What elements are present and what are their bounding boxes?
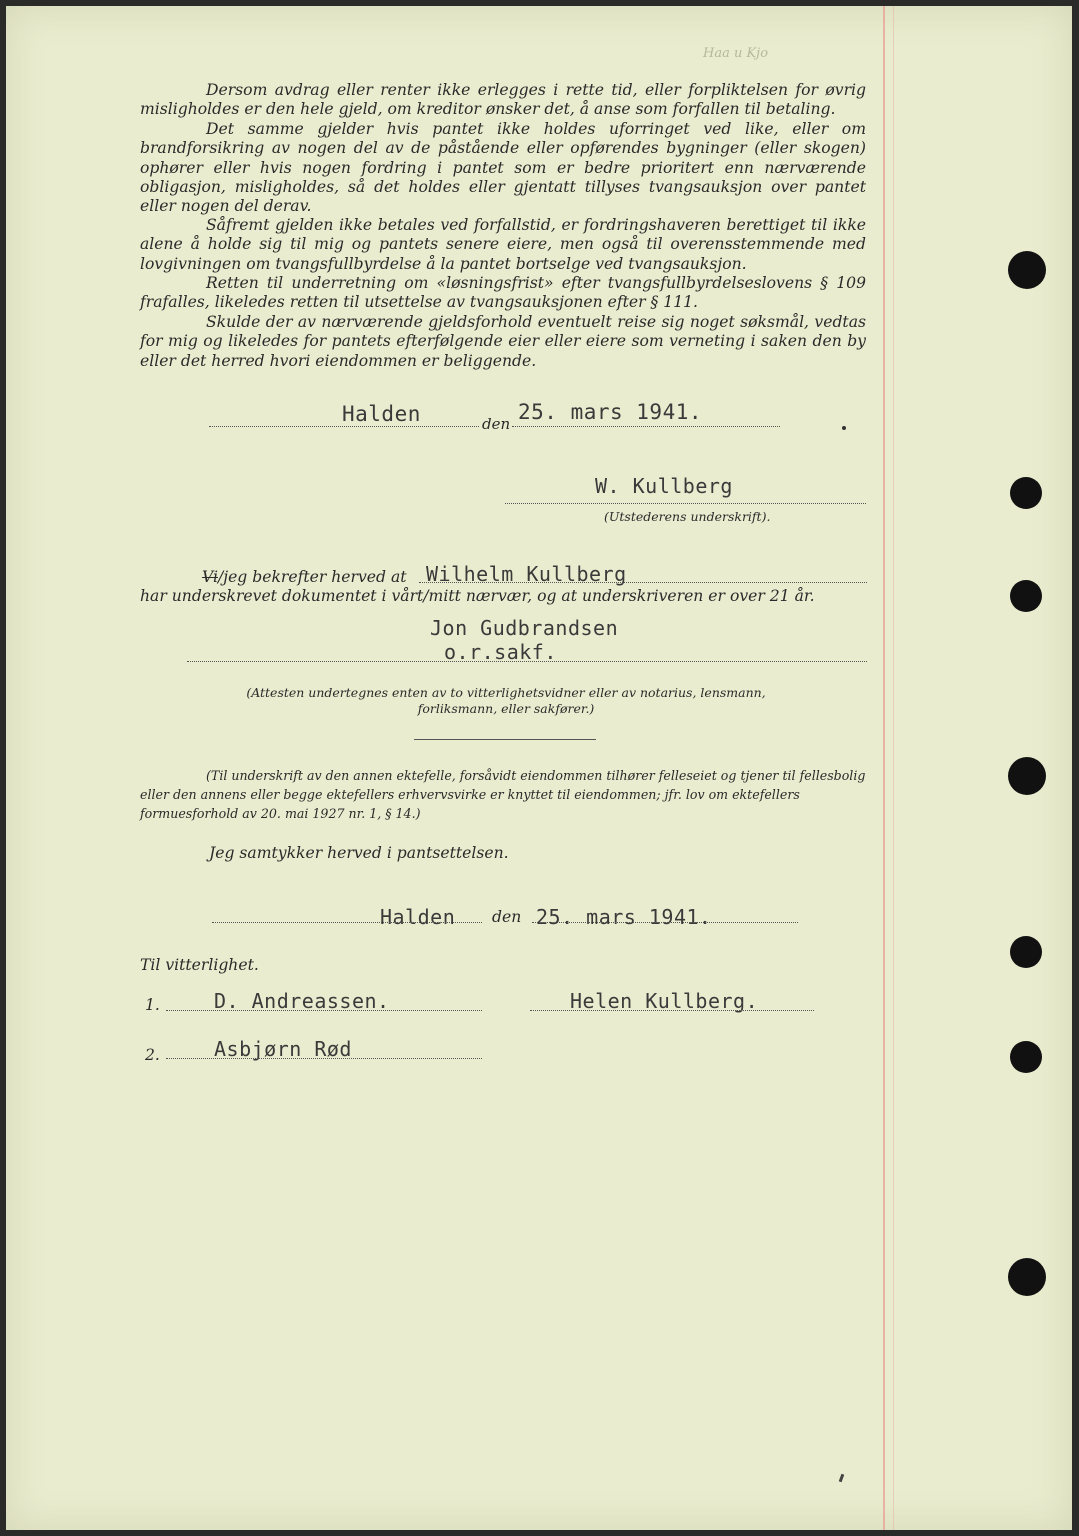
witness-notary-name: Jon Gudbrandsen <box>430 616 619 640</box>
terms-paragraph-4: Retten til underretning om «løsningsfrist» efter tvangsfullbyrdelseslovens § 109 frafalles, likeledes retten til utsettelse av tvangsauksjonen efter § 111. <box>140 274 866 312</box>
confirmation-line-1: Vi/jeg bekrefter herved at <box>202 568 407 586</box>
confirmation-line-2: har underskrevet dokumentet i vårt/mitt nærvær, og at underskriveren er over 21 år. <box>140 587 815 605</box>
punch-hole-icon <box>1010 936 1042 968</box>
terms-paragraph-3: Såfremt gjelden ikke betales ved forfallstid, er fordringshaveren berettiget til ikke alene å holde sig til mig og pantets senere eiere, men også til overensstemmende med lovgivningen om tvangsfullbyrdelse å la pantet bortselge ved tvangsauksjon. <box>140 216 866 273</box>
place-1: Halden <box>342 402 421 426</box>
punch-hole-icon <box>1008 757 1046 795</box>
faint-header-mark: Haa u Kjo <box>703 46 769 61</box>
attest-note: (Attesten undertegnes enten av to vitterlighetsvidner eller av notarius, lensmann, forliksmann, eller sakfører.) <box>246 685 766 716</box>
consent-statement: Jeg samtykker herved i pantsettelsen. <box>209 844 509 862</box>
witness-1-line <box>166 1010 482 1011</box>
issuer-signature-name: W. Kullberg <box>595 474 733 498</box>
signer-name: Wilhelm Kullberg <box>426 562 627 586</box>
punch-hole-icon <box>1008 251 1046 289</box>
punch-hole-icon <box>1010 477 1042 509</box>
date-1: 25. mars 1941. <box>518 400 703 424</box>
witness-number-2: 2. <box>145 1046 160 1064</box>
witness-number-1: 1. <box>145 996 160 1014</box>
witness-2-line <box>166 1058 482 1059</box>
punch-hole-icon <box>1010 1041 1042 1073</box>
issuer-signature-line <box>505 503 866 504</box>
witness-2-name: Asbjørn Rød <box>214 1037 352 1061</box>
punch-hole-icon <box>1010 580 1042 612</box>
den-label-2: den <box>492 908 522 926</box>
ink-dot <box>842 426 846 430</box>
witness-dotted-line <box>187 661 867 662</box>
terms-paragraph-1: Dersom avdrag eller renter ikke erlegges i rette tid, eller forpliktelsen for øvrig misligholdes er den hele gjeld, om kreditor ønsker det, å anse som forfallen til betaling. <box>140 81 866 119</box>
date-2: 25. mars 1941. <box>536 905 712 929</box>
terms-paragraph-5: Skulde der av nærværende gjeldsforhold eventuelt reise sig noget søksmål, vedtas for mig og likeledes for pantets efterfølgende eier eller eiere som verneting i saken den by eller det herred hvori eiendommen er beliggende. <box>140 313 866 370</box>
date-dotted-line-1 <box>512 426 780 427</box>
margin-line-secondary <box>893 6 894 1530</box>
witness-1-name: D. Andreassen. <box>214 989 390 1013</box>
document-page <box>6 6 1072 1530</box>
date-dotted-line-2 <box>532 922 798 923</box>
spouse-signature: Helen Kullberg. <box>570 989 759 1013</box>
place-dotted-line-2 <box>212 922 482 923</box>
witness-notary-title: o.r.sakf. <box>444 640 557 664</box>
place-dotted-line-1 <box>209 426 479 427</box>
spouse-note: (Til underskrift av den annen ektefelle, forsåvidt eiendommen tilhører felleseiet og tjener til fellesbolig eller den annens eller begge ektefellers erhvervsvirke er knyttet til eiendommen; jfr. lov om ektefellers formuesforhold av 20. mai 1927 nr. 1, § 14.) <box>140 768 866 821</box>
spouse-signature-line <box>530 1010 814 1011</box>
den-label-1: den <box>482 415 511 433</box>
witness-label: Til vitterlighet. <box>140 956 259 974</box>
punch-hole-icon <box>1008 1258 1046 1296</box>
margin-line <box>883 6 885 1530</box>
issuer-signature-caption: (Utstederens underskrift). <box>604 509 771 524</box>
separator-rule <box>414 739 596 740</box>
place-2: Halden <box>380 905 456 929</box>
terms-paragraph-2: Det samme gjelder hvis pantet ikke holdes uforringet ved like, eller om brandforsikring av nogen del av de påstående eller opførendes bygninger (eller skogen) ophører eller hvis nogen fordring i pantet som er bedre prioritert enn nærværende obligasjon, misligholdes, så det holdes eller gjentatt tillyses tvangsauksjon over pantet eller nogen del derav. <box>140 120 866 216</box>
signer-dotted-line <box>419 582 867 583</box>
ink-mark <box>839 1474 845 1483</box>
